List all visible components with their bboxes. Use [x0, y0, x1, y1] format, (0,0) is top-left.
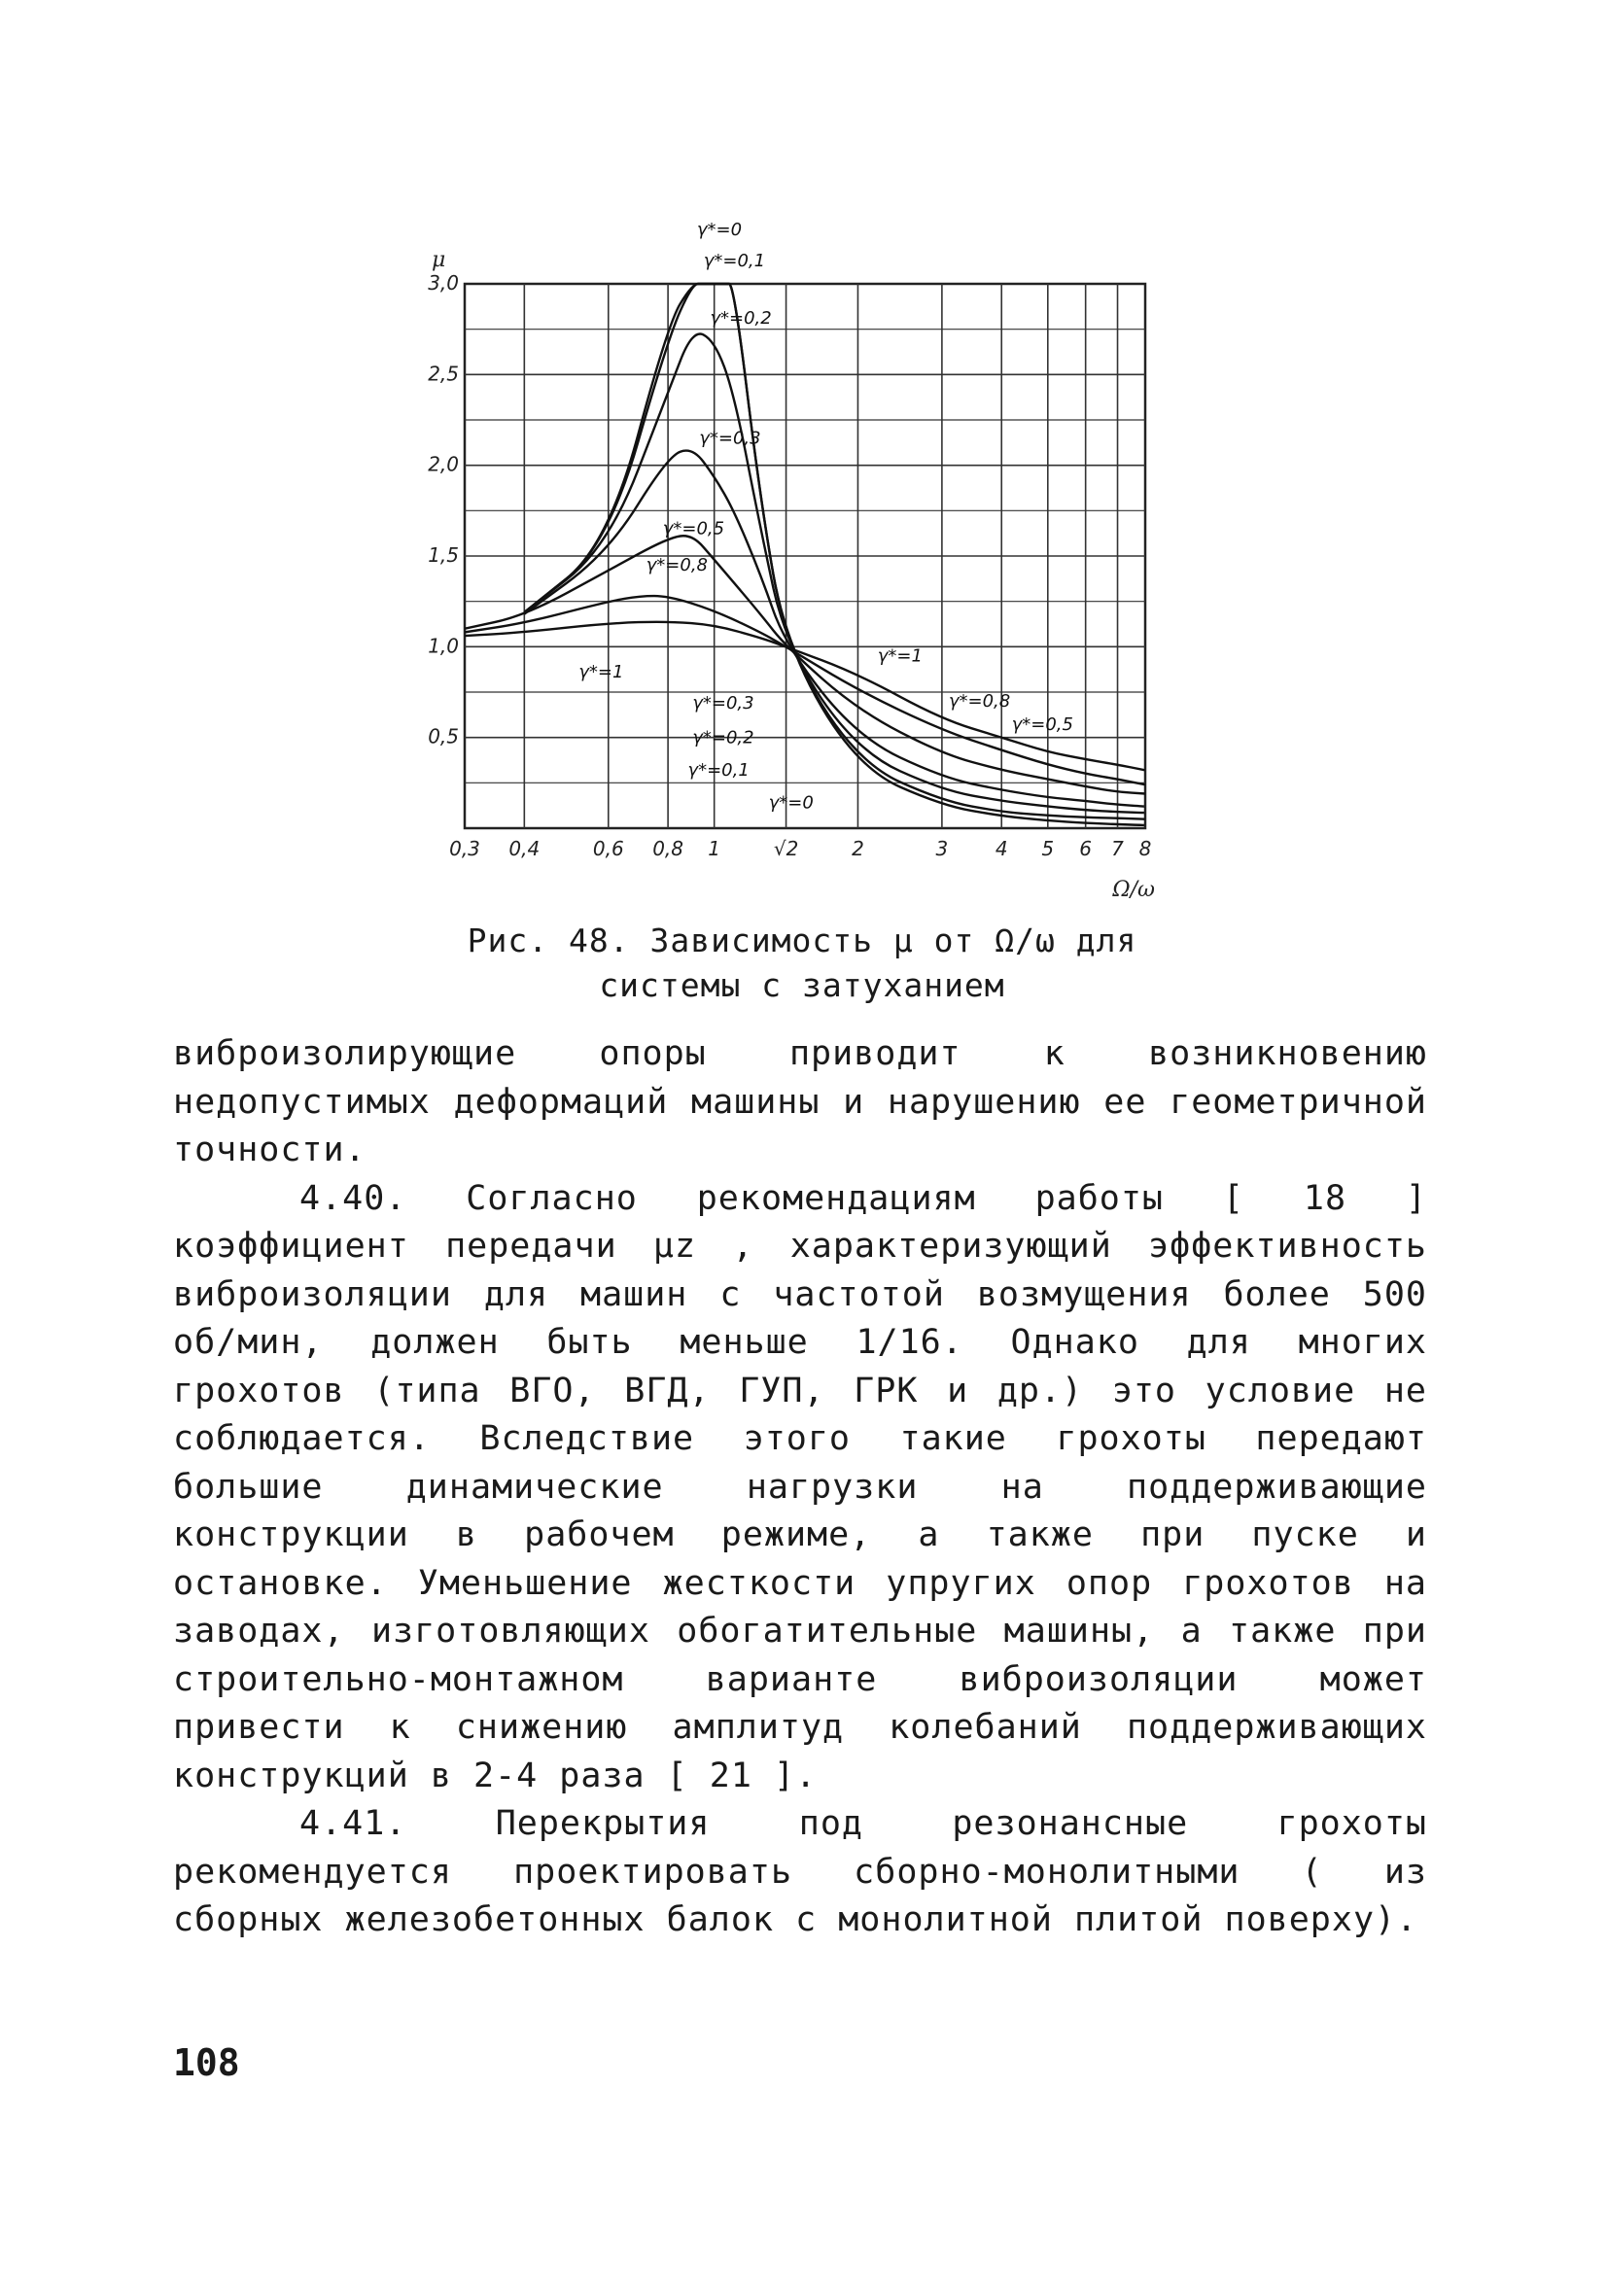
curve-series-4 [465, 536, 1145, 793]
x-tick-label: 8 [1138, 837, 1152, 860]
x-tick-label: 0,6 [592, 837, 624, 860]
curve-label: γ*=0,8 [948, 690, 1011, 712]
y-tick-label: 2,5 [428, 362, 459, 386]
curve-series-0 [524, 284, 1145, 825]
paragraph-4-40: 4.40. Согласно рекомендациям работы [ 18 ] коэффициент передачи μz , характеризующий эффективность виброизоляции для машин с частотой возмущения более 500 об/мин, должен быть меньше 1/16. Однако для многих грохотов (типа ВГО, ВГД, ГУП, ГРК и др.) это условие не соблюдается. Вследствие этого такие грохоты передают большие динамические нагрузки на поддерживающие конструкции в рабочем режиме, а также при пуске и остановке. Уменьшение жесткости упругих опор грохотов на заводах, изготовляющих обогатительные машины, а также при строительно-монтажном варианте виброизоляции может привести к снижению амплитуд колебаний поддерживающих конструкций в 2-4 раза [ 21 ]. [173, 1178, 1427, 1795]
curve-label: γ*=0 [768, 792, 814, 814]
curve-label: γ*=0,3 [699, 428, 761, 449]
caption-line-2: системы с затуханием [599, 966, 1005, 1004]
x-tick-label: 4 [995, 837, 1008, 860]
page-number: 108 [173, 2041, 240, 2084]
x-tick-label: 0,4 [508, 837, 541, 860]
curve-series-2 [524, 333, 1145, 813]
x-tick-label: 7 [1111, 837, 1124, 860]
x-tick-label: 5 [1041, 837, 1055, 860]
body-text [173, 1030, 1427, 1945]
curve-label: γ*=0,2 [710, 308, 772, 330]
curve-label: γ*=1 [877, 645, 923, 667]
y-tick-label: 3,0 [428, 271, 459, 295]
curve-label: γ*=0 [696, 220, 743, 240]
chart-mu-vs-omega [389, 194, 1167, 933]
curve-label: γ*=0,1 [703, 251, 766, 271]
x-tick-label: 0,3 [449, 837, 480, 860]
curve-series-6 [465, 622, 1145, 770]
caption-line-1: Рис. 48. Зависимость μ от Ω/ω для [467, 922, 1137, 959]
y-tick-label: 1,0 [428, 634, 459, 658]
curve-label: γ*=0,5 [662, 518, 725, 539]
curve-label: γ*=1 [578, 662, 624, 683]
y-axis-label: μ [432, 248, 446, 272]
curve-label: γ*=0,3 [692, 692, 754, 713]
y-tick-label: 1,5 [428, 543, 459, 567]
curve-series-1 [524, 284, 1145, 819]
curve-label: γ*=0,5 [1011, 714, 1074, 736]
paragraph-1: виброизолирующие опоры приводит к возникновению недопустимых деформаций машины и нарушению ее геометричной точности. [173, 1034, 1427, 1169]
x-tick-label: √2 [773, 837, 799, 860]
curve-label: γ*=0,8 [646, 554, 709, 575]
curve-label: γ*=0,2 [692, 727, 754, 748]
paragraph-4-41: 4.41. Перекрытия под резонансные грохоты рекомендуется проектировать сборно-монолитными ( из сборных железобетонных балок с монолитной плитой поверху). [173, 1804, 1427, 1939]
x-axis-label: Ω/ω [1112, 878, 1155, 902]
curve-series-5 [465, 596, 1145, 784]
y-tick-label: 0,5 [428, 724, 459, 748]
x-tick-label: 0,8 [652, 837, 684, 860]
x-tick-label: 1 [708, 837, 721, 860]
figure-caption [262, 919, 1342, 1008]
curve-label: γ*=0,1 [687, 759, 750, 781]
x-tick-label: 2 [852, 837, 864, 860]
x-tick-label: 6 [1079, 837, 1093, 860]
y-tick-label: 2,0 [428, 452, 459, 476]
figure [389, 194, 1167, 933]
x-tick-label: 3 [935, 837, 949, 860]
